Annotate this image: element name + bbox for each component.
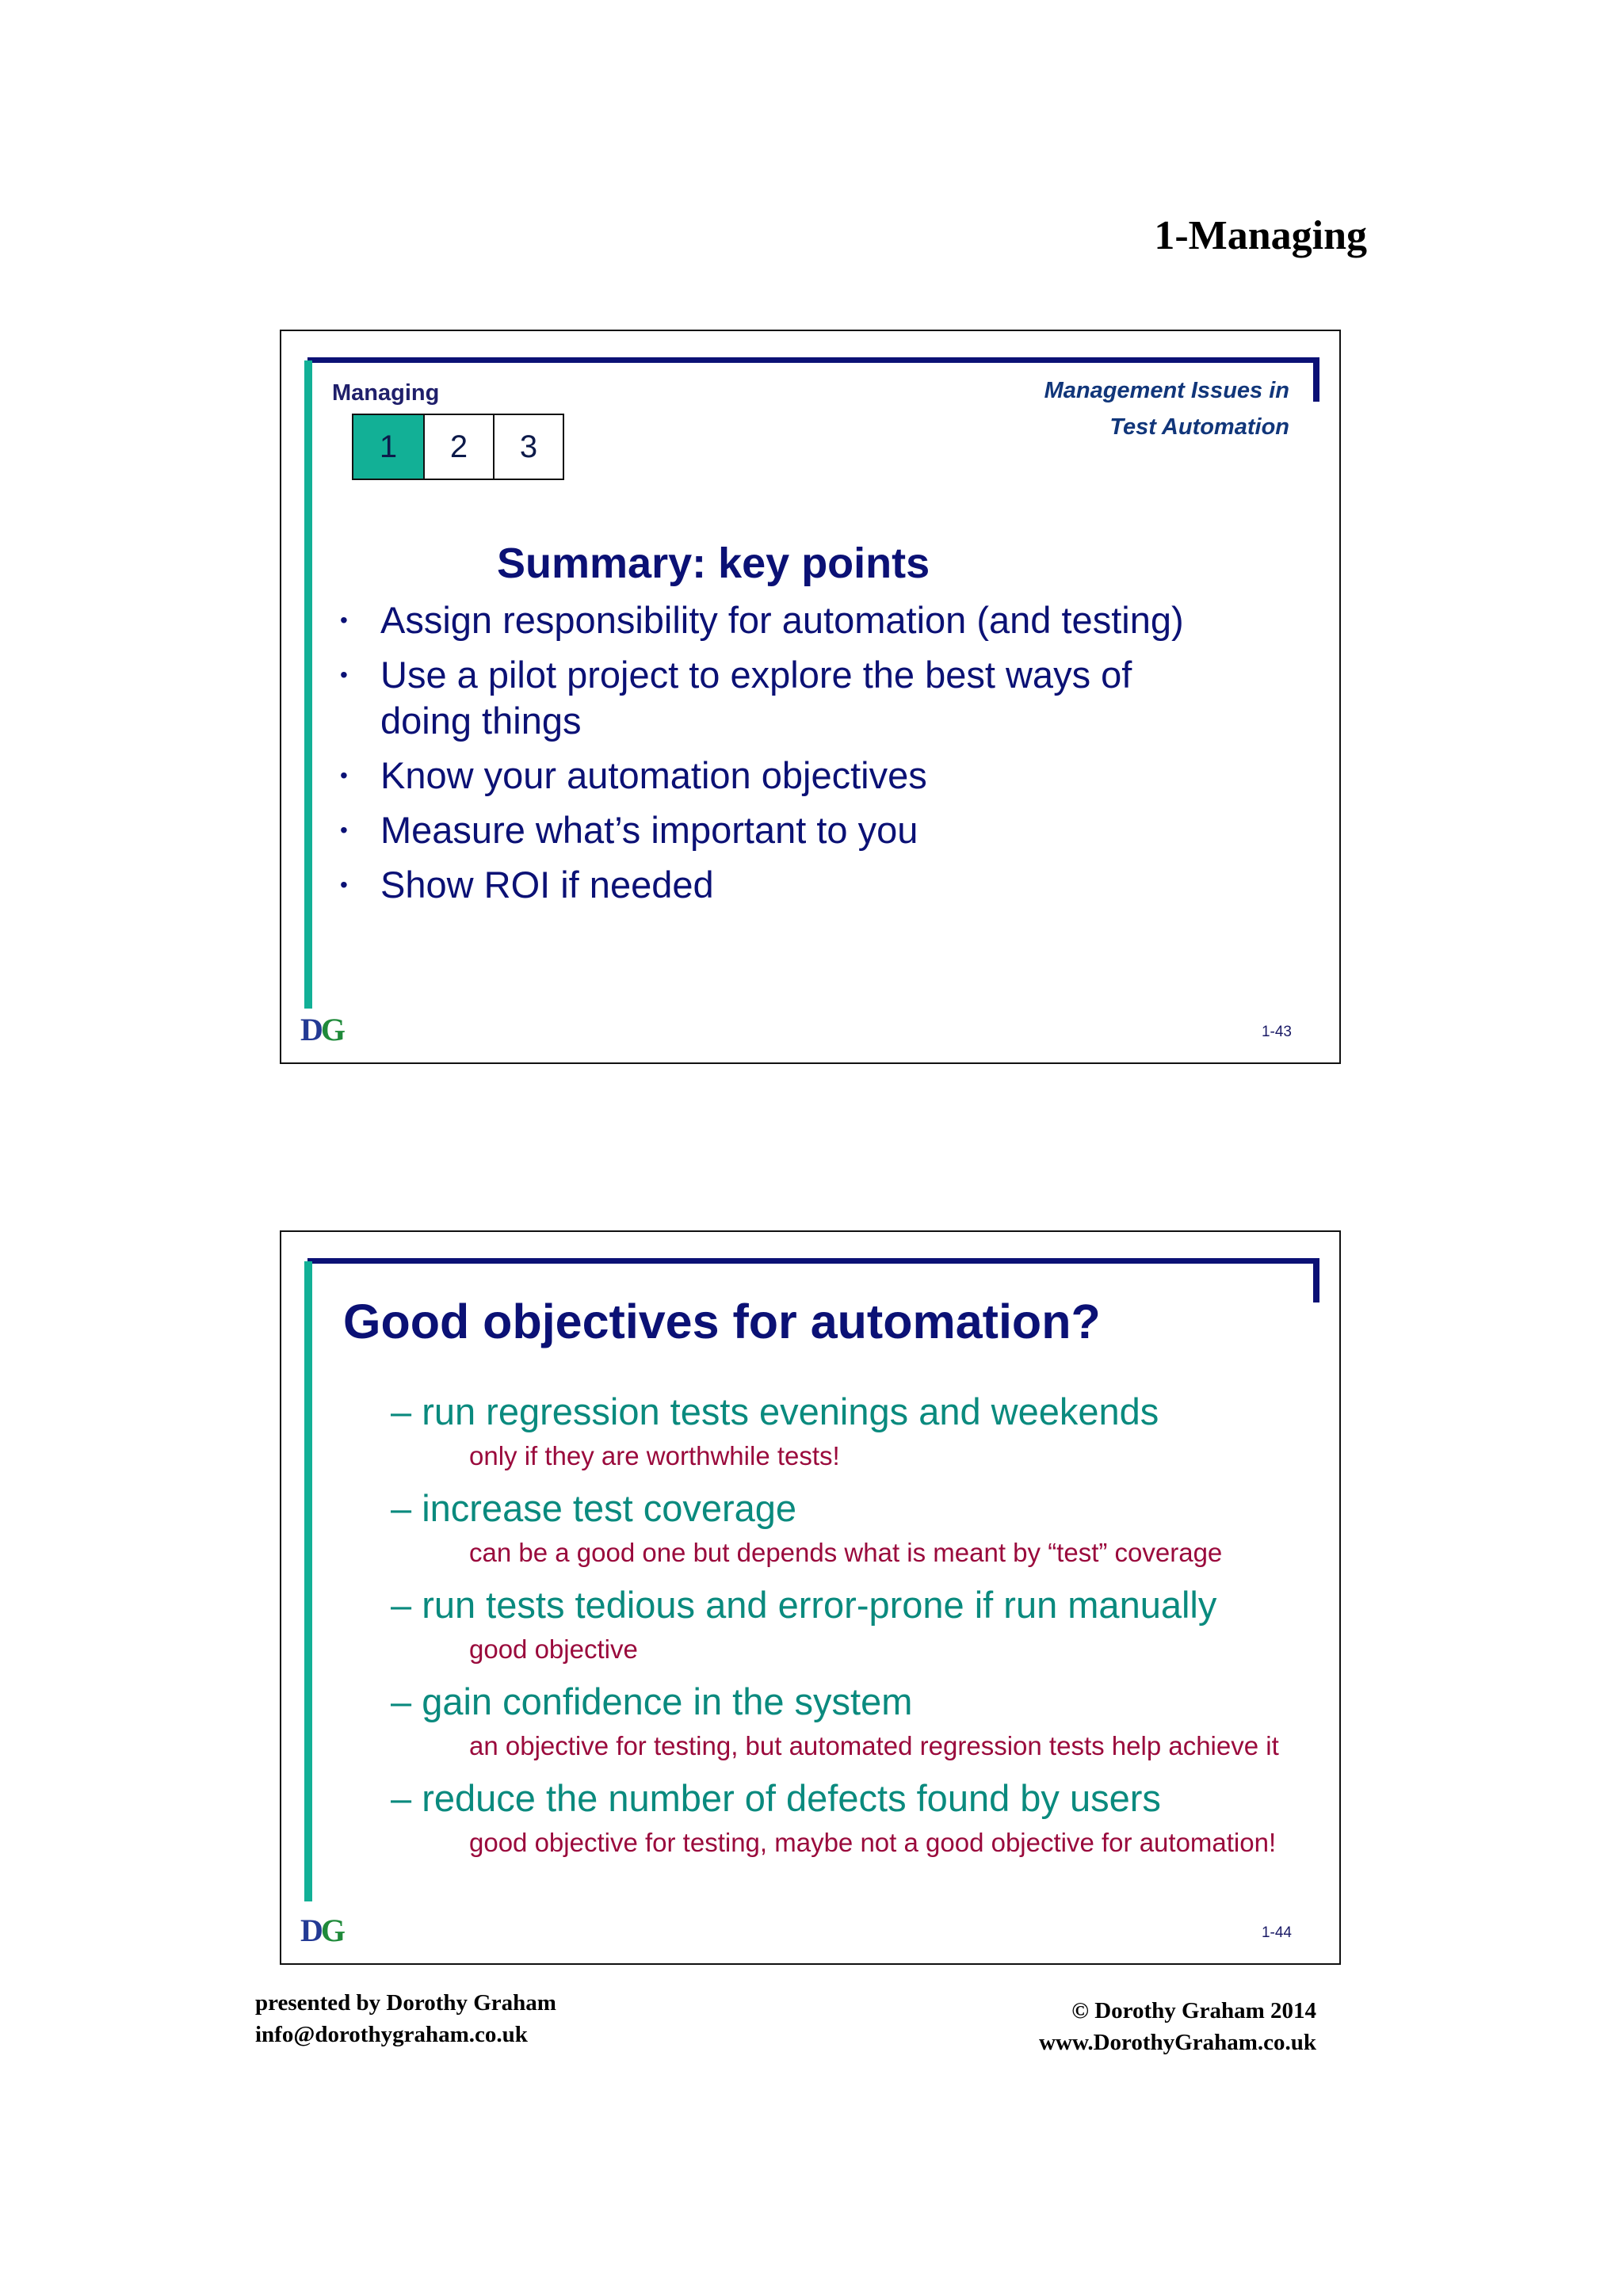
key-points-list	[340, 597, 1275, 917]
objective-text: – reduce the number of defects found by users	[391, 1777, 1161, 1819]
objective-item	[391, 1583, 1326, 1672]
bullet-item: • Know your automation objectives	[340, 753, 1275, 799]
slide-number: 1-43	[1261, 1024, 1292, 1040]
objective-item	[391, 1776, 1326, 1865]
navy-right-rule	[1313, 357, 1319, 402]
bullet-icon: •	[340, 763, 348, 788]
section-tabs	[352, 414, 564, 480]
objective-text: – gain confidence in the system	[391, 1680, 913, 1722]
bullet-icon: •	[340, 818, 348, 842]
course-title-line-2: Test Automation	[1109, 414, 1289, 440]
objective-comment: good objective	[469, 1634, 638, 1664]
presenter-email: info@dorothygraham.co.uk	[255, 2022, 528, 2047]
slide-1-44	[280, 1230, 1341, 1965]
bullet-icon: •	[340, 608, 348, 632]
objective-text: – run tests tedious and error-prone if run manually	[391, 1584, 1217, 1626]
green-side-bar	[304, 360, 312, 1009]
section-tab-2: 2	[423, 415, 493, 479]
page-title: 1-Managing	[1154, 213, 1367, 258]
objective-item	[391, 1486, 1326, 1575]
footer-copyright	[1039, 1995, 1316, 2058]
bullet-item: • Show ROI if needed	[340, 862, 1275, 908]
bullet-item: • Assign responsibility for automation (and testing)	[340, 597, 1275, 643]
slide-1-43	[280, 330, 1341, 1064]
objective-text: – increase test coverage	[391, 1487, 797, 1529]
copyright-text: © Dorothy Graham 2014	[1071, 1998, 1316, 2023]
navy-right-rule	[1313, 1258, 1319, 1302]
objective-comment: only if they are worthwhile tests!	[469, 1441, 840, 1470]
slide-heading: Summary: key points	[497, 540, 930, 587]
footer-presenter	[255, 1987, 556, 2050]
bullet-icon: •	[340, 662, 348, 687]
slide-number: 1-44	[1261, 1924, 1292, 1941]
objective-item	[391, 1390, 1326, 1478]
objective-comment: good objective for testing, maybe not a good objective for automation!	[469, 1828, 1277, 1857]
navy-top-rule	[307, 1258, 1319, 1264]
bullet-item: • Measure what’s important to you	[340, 807, 1275, 853]
objective-text: – run regression tests evenings and weekends	[391, 1390, 1159, 1432]
green-side-bar	[304, 1261, 312, 1901]
bullet-icon: •	[340, 872, 348, 897]
dg-logo: DG	[300, 1012, 344, 1047]
section-tab-1: 1	[353, 415, 423, 479]
navy-top-rule	[307, 357, 1319, 363]
course-title	[1044, 372, 1289, 445]
course-title-line-1: Management Issues in	[1044, 378, 1289, 403]
slide-heading: Good objectives for automation?	[343, 1295, 1101, 1348]
section-tab-3: 3	[493, 415, 563, 479]
objective-item	[391, 1680, 1326, 1768]
objective-comment: an objective for testing, but automated regression tests help achieve it	[469, 1731, 1279, 1760]
bullet-item: • Use a pilot project to explore the best ways of doing things	[340, 654, 1132, 742]
dg-logo: DG	[300, 1913, 344, 1948]
section-label: Managing	[332, 380, 440, 406]
objective-comment: can be a good one but depends what is meant by “test” coverage	[469, 1538, 1223, 1567]
website-text: www.DorothyGraham.co.uk	[1039, 2030, 1316, 2055]
objectives-list	[391, 1383, 1326, 1873]
presenter-name: presented by Dorothy Graham	[255, 1990, 556, 2016]
